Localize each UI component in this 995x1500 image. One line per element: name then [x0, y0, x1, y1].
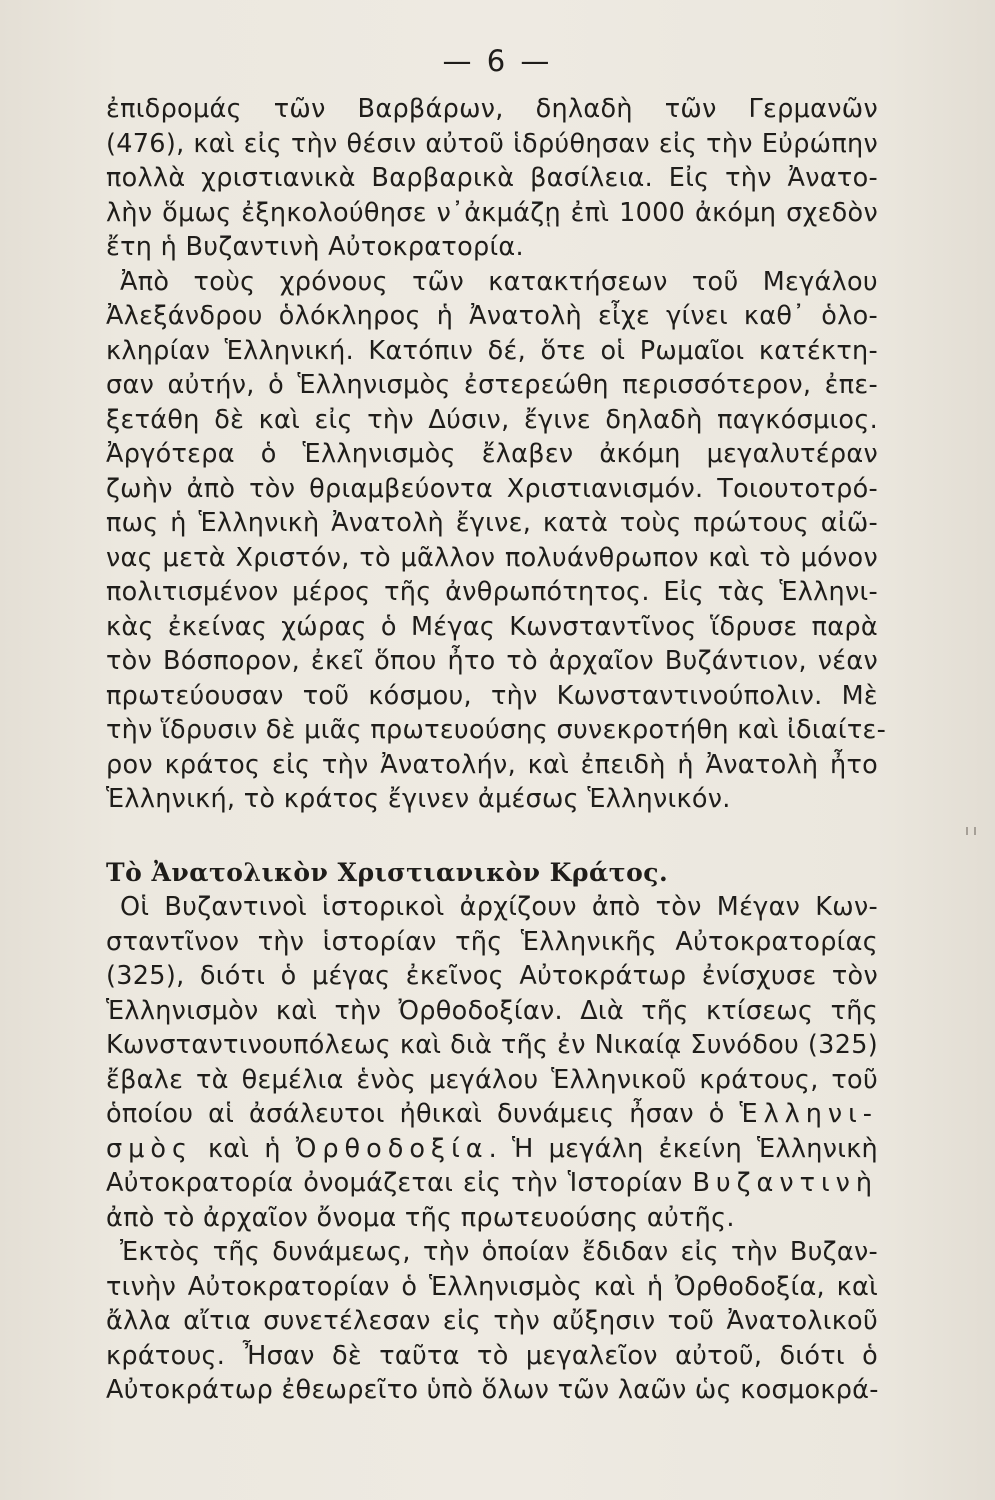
text-line: Αὐτοκράτωρ ἐθεωρεῖτο ὑπὸ ὅλων τῶν λαῶν ὡς κοσμοκρά-	[106, 1375, 879, 1405]
text-line: λὴν ὅμως ἐξηκολούθησε ν᾿ἀκμάζῃ ἐπὶ 1000 ἀκόμη σχεδὸν	[106, 197, 878, 228]
text-line: κληρίαν Ἑλληνική. Κατόπιν δέ, ὅτε οἱ Ρωμαῖοι κατέκτη-	[106, 335, 878, 366]
text-line	[106, 1097, 878, 1132]
text-line: νας μετὰ Χριστόν, τὸ μᾶλλον πολυάνθρωπον καὶ τὸ μόνον	[106, 542, 878, 573]
spaced-word: Ἑλληνι-	[739, 1099, 878, 1129]
text-fragment: καὶ ἡ	[192, 1133, 296, 1164]
text-line: τὸν Βόσπορον, ἐκεῖ ὅπου ἦτο τὸ ἀρχαῖον Βυζάντιον, νέαν	[106, 646, 878, 676]
text-line: τὴν ἵδρυσιν δὲ μιᾶς πρωτευούσης συνεκροτήθη καὶ ἰδιαίτε-	[106, 715, 887, 745]
text-line: Ἀλεξάνδρου ὁλόκληρος ἡ Ἀνατολὴ εἶχε γίνει καθ᾿ ὁλο-	[106, 301, 878, 331]
text-line: κὰς ἐκείνας χώρας ὁ Μέγας Κωνσταντῖνος ἵδρυσε παρὰ	[106, 611, 878, 642]
text-line: πολλὰ χριστιανικὰ Βαρβαρικὰ βασίλεια. Εἰς τὴν Ἀνατο-	[106, 163, 878, 193]
text-line: ἀπὸ τὸ ἀρχαῖον ὄνομα τῆς πρωτευούσης αὐτῆς.	[106, 1202, 735, 1233]
scan-margin-mark	[966, 827, 976, 835]
text-line: (476), καὶ εἰς τὴν θέσιν αὐτοῦ ἱδρύθησαν εἰς τὴν Εὐρώπην	[106, 128, 878, 159]
text-line: κράτους. Ἦσαν δὲ ταῦτα τὸ μεγαλεῖον αὐτοῦ, διότι ὁ	[106, 1340, 878, 1371]
text-line: Ἑλληνική, τὸ κράτος ἔγινεν ἀμέσως Ἑλληνικόν.	[106, 784, 731, 814]
spaced-word: σμὸς	[106, 1133, 193, 1164]
text-line: ἔτη ἡ Βυζαντινὴ Αὐτοκρατορία.	[106, 232, 524, 262]
text-line	[106, 1132, 878, 1167]
text-line: ξετάθη δὲ καὶ εἰς τὴν Δύσιν, ἔγινε δηλαδὴ παγκόσμιος.	[106, 404, 878, 435]
text-line: ἄλλα αἴτια συνετέλεσαν εἰς τὴν αὔξησιν τοῦ Ἀνατολικοῦ	[106, 1306, 878, 1336]
text-line: πολιτισμένον μέρος τῆς ἀνθρωπότητος. Εἰς τὰς Ἑλληνι-	[106, 577, 878, 607]
text-line: ρον κράτος εἰς τὴν Ἀνατολήν, καὶ ἐπειδὴ ἡ Ἀνατολὴ ἦτο	[106, 749, 878, 780]
paragraph-start-line: Οἱ Βυζαντινοὶ ἱστορικοὶ ἀρχίζουν ἀπὸ τὸν Μέγαν Κων-	[120, 892, 878, 922]
paragraph-start-line: Ἐκτὸς τῆς δυνάμεως, τὴν ὁποίαν ἔδιδαν εἰς τὴν Βυζαν-	[120, 1237, 878, 1267]
text-line	[106, 1166, 878, 1201]
text-line: σταντῖνον τὴν ἱστορίαν τῆς Ἑλληνικῆς Αὐτοκρατορίας	[106, 926, 878, 957]
text-fragment: ὁποίου αἱ ἀσάλευτοι ἠθικαὶ δυνάμεις ἦσαν ὁ	[106, 1099, 740, 1129]
text-line: Κωνσταντινουπόλεως καὶ διὰ τῆς ἐν Νικαίᾳ Συνόδου (325)	[106, 1030, 878, 1060]
text-line: σαν αὐτήν, ὁ Ἑλληνισμὸς ἐστερεώθη περισσότερον, ἐπε-	[106, 370, 878, 400]
text-block-upper	[106, 92, 887, 817]
text-line: ἔβαλε τὰ θεμέλια ἑνὸς μεγάλου Ἑλληνικοῦ κράτους, τοῦ	[106, 1064, 878, 1095]
paragraph-start-line: Ἀπὸ τοὺς χρόνους τῶν κατακτήσεων τοῦ Μεγάλου	[120, 266, 878, 297]
text-block-lower	[106, 890, 878, 1408]
text-line: Ἑλληνισμὸν καὶ τὴν Ὀρθοδοξίαν. Διὰ τῆς κτίσεως τῆς	[106, 995, 878, 1026]
text-line: πως ἡ Ἑλληνικὴ Ἀνατολὴ ἔγινε, κατὰ τοὺς πρώτους αἰῶ-	[106, 508, 878, 538]
text-line: (325), διότι ὁ μέγας ἐκεῖνος Αὐτοκράτωρ ἐνίσχυσε τὸν	[106, 961, 878, 991]
text-line: Ἀργότερα ὁ Ἑλληνισμὸς ἔλαβεν ἀκόμη μεγαλυτέραν	[106, 439, 878, 469]
text-line: τινὴν Αὐτοκρατορίαν ὁ Ἑλληνισμὸς καὶ ἡ Ὀρθοδοξία, καὶ	[106, 1271, 878, 1302]
page-number: — 6 —	[442, 44, 553, 78]
text-fragment: . Ἡ μεγάλη ἐκείνη Ἑλληνικὴ	[488, 1133, 878, 1164]
spaced-word: Ὀρθοδοξία	[295, 1133, 489, 1164]
text-line: πρωτεύουσαν τοῦ κόσμου, τὴν Κωνσταντινούπολιν. Μὲ	[106, 680, 878, 711]
spaced-word: Βυζαντινὴ	[692, 1168, 878, 1198]
text-line: ζωὴν ἀπὸ τὸν θριαμβεύοντα Χριστιανισμόν. Τοιουτοτρό-	[106, 473, 878, 504]
text-fragment: Αὐτοκρατορία ὀνομάζεται εἰς τὴν Ἱστορίαν	[106, 1168, 693, 1198]
section-heading: Τὸ Ἀνατολικὸν Χριστιανικὸν Κράτος.	[106, 858, 669, 887]
text-line: ἐπιδρομάς τῶν Βαρβάρων, δηλαδὴ τῶν Γερμανῶν	[106, 94, 878, 124]
